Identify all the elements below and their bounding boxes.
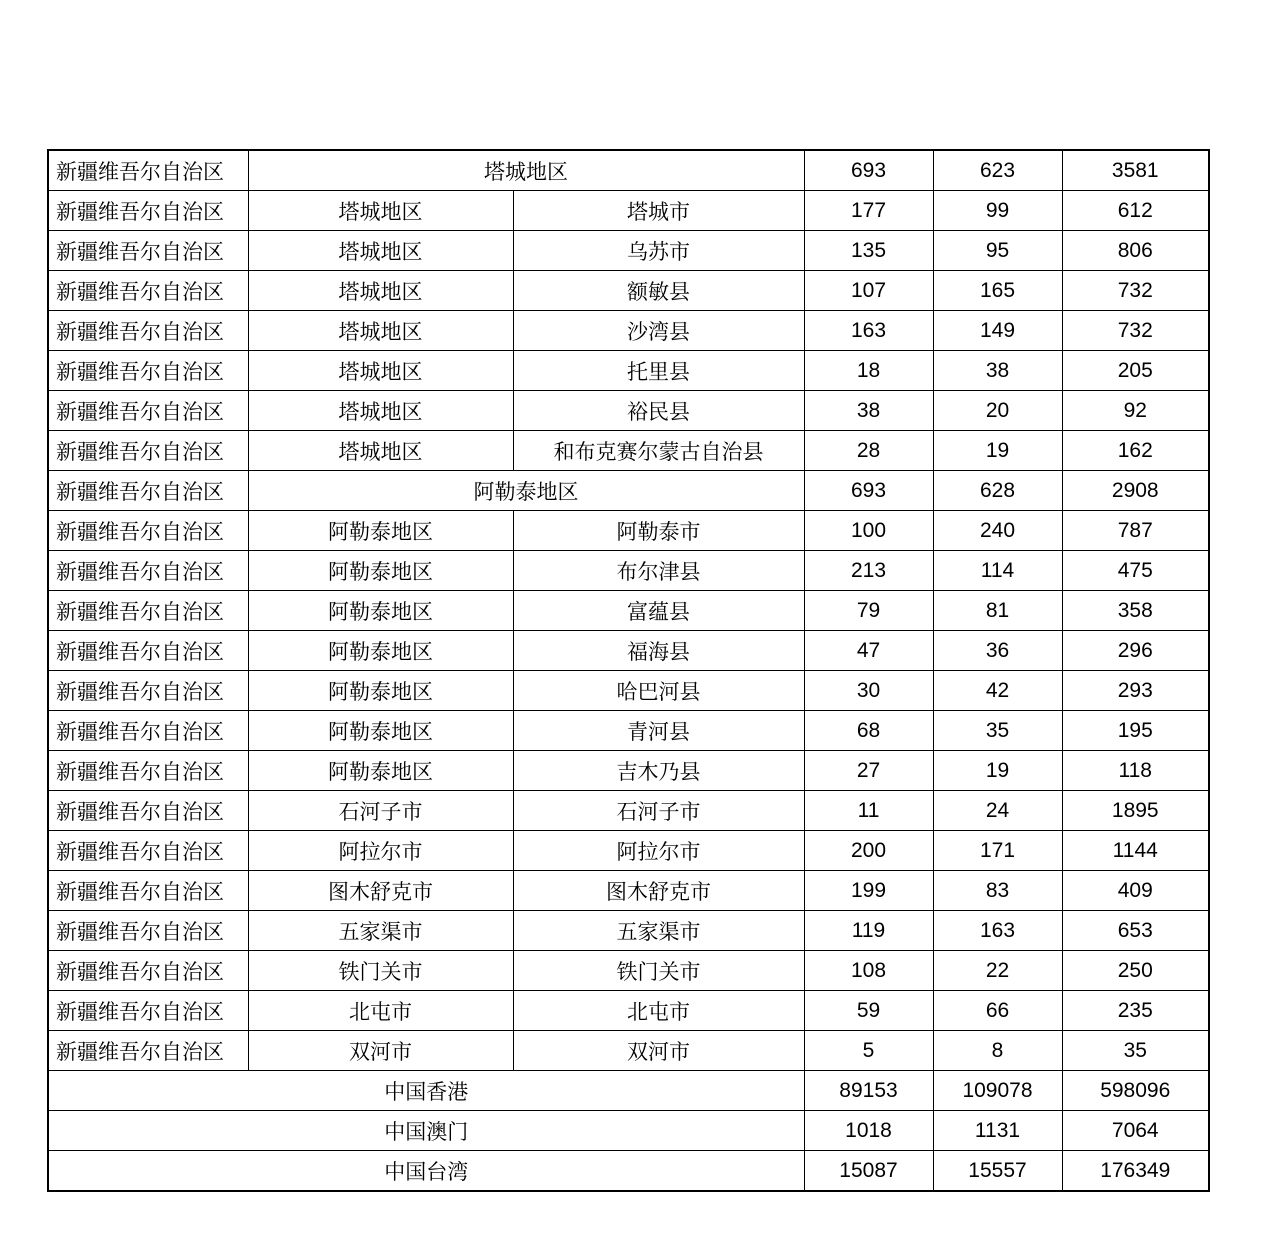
- province-cell: 新疆维吾尔自治区: [48, 1031, 248, 1071]
- value-3-cell: 176349: [1062, 1151, 1209, 1192]
- region-cell: 塔城地区: [248, 311, 513, 351]
- region-cell: 阿勒泰地区: [248, 551, 513, 591]
- value-1-cell: 28: [804, 431, 933, 471]
- table-row: [48, 991, 1209, 1031]
- value-1-cell: 693: [804, 150, 933, 191]
- table-row: [48, 871, 1209, 911]
- value-1-cell: 38: [804, 391, 933, 431]
- province-cell: 新疆维吾尔自治区: [48, 751, 248, 791]
- county-cell: 塔城市: [513, 191, 804, 231]
- table-row: [48, 431, 1209, 471]
- region-cell: 阿勒泰地区: [248, 631, 513, 671]
- value-2-cell: 109078: [933, 1071, 1062, 1111]
- table-row: [48, 671, 1209, 711]
- value-2-cell: 22: [933, 951, 1062, 991]
- value-2-cell: 35: [933, 711, 1062, 751]
- table-row: [48, 231, 1209, 271]
- value-2-cell: 38: [933, 351, 1062, 391]
- value-3-cell: 162: [1062, 431, 1209, 471]
- value-2-cell: 15557: [933, 1151, 1062, 1192]
- region-cell: 石河子市: [248, 791, 513, 831]
- table-row: [48, 1151, 1209, 1192]
- region-cell: 阿勒泰地区: [248, 711, 513, 751]
- value-1-cell: 100: [804, 511, 933, 551]
- value-1-cell: 135: [804, 231, 933, 271]
- value-1-cell: 108: [804, 951, 933, 991]
- province-cell: 新疆维吾尔自治区: [48, 351, 248, 391]
- value-2-cell: 8: [933, 1031, 1062, 1071]
- province-cell: 新疆维吾尔自治区: [48, 511, 248, 551]
- county-cell: 青河县: [513, 711, 804, 751]
- county-cell: 吉木乃县: [513, 751, 804, 791]
- table-row: [48, 150, 1209, 191]
- value-2-cell: 240: [933, 511, 1062, 551]
- county-cell: 双河市: [513, 1031, 804, 1071]
- value-1-cell: 30: [804, 671, 933, 711]
- value-2-cell: 36: [933, 631, 1062, 671]
- region-cell: 铁门关市: [248, 951, 513, 991]
- value-3-cell: 653: [1062, 911, 1209, 951]
- value-3-cell: 35: [1062, 1031, 1209, 1071]
- value-3-cell: 1144: [1062, 831, 1209, 871]
- province-cell: 新疆维吾尔自治区: [48, 311, 248, 351]
- county-cell: 阿拉尔市: [513, 831, 804, 871]
- province-cell: 新疆维吾尔自治区: [48, 431, 248, 471]
- region-cell: 塔城地区: [248, 431, 513, 471]
- value-3-cell: 732: [1062, 311, 1209, 351]
- region-cell: 阿勒泰地区: [248, 671, 513, 711]
- value-3-cell: 3581: [1062, 150, 1209, 191]
- region-name-cell: 中国香港: [48, 1071, 804, 1111]
- value-3-cell: 250: [1062, 951, 1209, 991]
- province-cell: 新疆维吾尔自治区: [48, 671, 248, 711]
- province-cell: 新疆维吾尔自治区: [48, 711, 248, 751]
- value-2-cell: 42: [933, 671, 1062, 711]
- value-3-cell: 235: [1062, 991, 1209, 1031]
- table-row: [48, 791, 1209, 831]
- county-cell: 额敏县: [513, 271, 804, 311]
- table-row: [48, 351, 1209, 391]
- value-2-cell: 171: [933, 831, 1062, 871]
- region-cell: 阿拉尔市: [248, 831, 513, 871]
- province-cell: 新疆维吾尔自治区: [48, 271, 248, 311]
- county-cell: 北屯市: [513, 991, 804, 1031]
- value-3-cell: 409: [1062, 871, 1209, 911]
- county-cell: 富蕴县: [513, 591, 804, 631]
- province-cell: 新疆维吾尔自治区: [48, 871, 248, 911]
- county-cell: 托里县: [513, 351, 804, 391]
- value-1-cell: 5: [804, 1031, 933, 1071]
- region-cell: 阿勒泰地区: [248, 751, 513, 791]
- county-cell: 阿勒泰市: [513, 511, 804, 551]
- county-cell: 图木舒克市: [513, 871, 804, 911]
- value-2-cell: 99: [933, 191, 1062, 231]
- value-3-cell: 1895: [1062, 791, 1209, 831]
- value-2-cell: 95: [933, 231, 1062, 271]
- region-cell: 双河市: [248, 1031, 513, 1071]
- province-cell: 新疆维吾尔自治区: [48, 391, 248, 431]
- value-3-cell: 2908: [1062, 471, 1209, 511]
- value-1-cell: 89153: [804, 1071, 933, 1111]
- province-cell: 新疆维吾尔自治区: [48, 831, 248, 871]
- table-body: [48, 150, 1209, 1191]
- province-cell: 新疆维吾尔自治区: [48, 471, 248, 511]
- value-3-cell: 806: [1062, 231, 1209, 271]
- region-cell: 图木舒克市: [248, 871, 513, 911]
- value-3-cell: 787: [1062, 511, 1209, 551]
- value-3-cell: 205: [1062, 351, 1209, 391]
- county-cell: 铁门关市: [513, 951, 804, 991]
- province-cell: 新疆维吾尔自治区: [48, 791, 248, 831]
- province-cell: 新疆维吾尔自治区: [48, 150, 248, 191]
- value-2-cell: 83: [933, 871, 1062, 911]
- value-1-cell: 68: [804, 711, 933, 751]
- province-cell: 新疆维吾尔自治区: [48, 991, 248, 1031]
- value-1-cell: 107: [804, 271, 933, 311]
- value-2-cell: 623: [933, 150, 1062, 191]
- county-cell: 福海县: [513, 631, 804, 671]
- region-cell: 阿勒泰地区: [248, 511, 513, 551]
- county-cell: 乌苏市: [513, 231, 804, 271]
- value-1-cell: 59: [804, 991, 933, 1031]
- value-1-cell: 200: [804, 831, 933, 871]
- value-3-cell: 7064: [1062, 1111, 1209, 1151]
- county-cell: 哈巴河县: [513, 671, 804, 711]
- value-2-cell: 20: [933, 391, 1062, 431]
- table-row: [48, 271, 1209, 311]
- value-2-cell: 19: [933, 751, 1062, 791]
- value-1-cell: 11: [804, 791, 933, 831]
- county-cell: 裕民县: [513, 391, 804, 431]
- value-1-cell: 163: [804, 311, 933, 351]
- table-row: [48, 1071, 1209, 1111]
- region-subtotal-cell: 阿勒泰地区: [248, 471, 804, 511]
- table-row: [48, 391, 1209, 431]
- table-row: [48, 911, 1209, 951]
- table-row: [48, 711, 1209, 751]
- region-subtotal-cell: 塔城地区: [248, 150, 804, 191]
- county-cell: 石河子市: [513, 791, 804, 831]
- value-3-cell: 293: [1062, 671, 1209, 711]
- value-2-cell: 628: [933, 471, 1062, 511]
- value-2-cell: 165: [933, 271, 1062, 311]
- region-name-cell: 中国台湾: [48, 1151, 804, 1192]
- county-cell: 布尔津县: [513, 551, 804, 591]
- value-3-cell: 358: [1062, 591, 1209, 631]
- province-cell: 新疆维吾尔自治区: [48, 631, 248, 671]
- table-row: [48, 831, 1209, 871]
- table-row: [48, 631, 1209, 671]
- value-2-cell: 1131: [933, 1111, 1062, 1151]
- province-cell: 新疆维吾尔自治区: [48, 191, 248, 231]
- value-3-cell: 732: [1062, 271, 1209, 311]
- value-2-cell: 149: [933, 311, 1062, 351]
- value-1-cell: 79: [804, 591, 933, 631]
- table-row: [48, 1111, 1209, 1151]
- value-1-cell: 213: [804, 551, 933, 591]
- county-cell: 五家渠市: [513, 911, 804, 951]
- value-1-cell: 27: [804, 751, 933, 791]
- table-row: [48, 471, 1209, 511]
- table-row: [48, 191, 1209, 231]
- value-1-cell: 177: [804, 191, 933, 231]
- province-cell: 新疆维吾尔自治区: [48, 591, 248, 631]
- region-cell: 塔城地区: [248, 231, 513, 271]
- table-row: [48, 591, 1209, 631]
- province-cell: 新疆维吾尔自治区: [48, 911, 248, 951]
- value-3-cell: 92: [1062, 391, 1209, 431]
- value-2-cell: 66: [933, 991, 1062, 1031]
- region-cell: 北屯市: [248, 991, 513, 1031]
- table-row: [48, 551, 1209, 591]
- region-cell: 五家渠市: [248, 911, 513, 951]
- table-row: [48, 751, 1209, 791]
- table-row: [48, 951, 1209, 991]
- value-1-cell: 47: [804, 631, 933, 671]
- value-3-cell: 296: [1062, 631, 1209, 671]
- table-row: [48, 311, 1209, 351]
- statistics-table: [47, 149, 1210, 1192]
- value-2-cell: 19: [933, 431, 1062, 471]
- table-row: [48, 511, 1209, 551]
- county-cell: 沙湾县: [513, 311, 804, 351]
- value-2-cell: 81: [933, 591, 1062, 631]
- value-1-cell: 18: [804, 351, 933, 391]
- region-cell: 塔城地区: [248, 391, 513, 431]
- region-cell: 塔城地区: [248, 351, 513, 391]
- region-cell: 塔城地区: [248, 271, 513, 311]
- value-2-cell: 114: [933, 551, 1062, 591]
- value-1-cell: 199: [804, 871, 933, 911]
- province-cell: 新疆维吾尔自治区: [48, 551, 248, 591]
- table-row: [48, 1031, 1209, 1071]
- value-1-cell: 119: [804, 911, 933, 951]
- value-1-cell: 693: [804, 471, 933, 511]
- value-3-cell: 598096: [1062, 1071, 1209, 1111]
- region-cell: 阿勒泰地区: [248, 591, 513, 631]
- value-3-cell: 612: [1062, 191, 1209, 231]
- value-2-cell: 24: [933, 791, 1062, 831]
- value-1-cell: 1018: [804, 1111, 933, 1151]
- province-cell: 新疆维吾尔自治区: [48, 231, 248, 271]
- region-cell: 塔城地区: [248, 191, 513, 231]
- value-3-cell: 475: [1062, 551, 1209, 591]
- value-1-cell: 15087: [804, 1151, 933, 1192]
- province-cell: 新疆维吾尔自治区: [48, 951, 248, 991]
- value-3-cell: 118: [1062, 751, 1209, 791]
- county-cell: 和布克赛尔蒙古自治县: [513, 431, 804, 471]
- value-2-cell: 163: [933, 911, 1062, 951]
- region-name-cell: 中国澳门: [48, 1111, 804, 1151]
- value-3-cell: 195: [1062, 711, 1209, 751]
